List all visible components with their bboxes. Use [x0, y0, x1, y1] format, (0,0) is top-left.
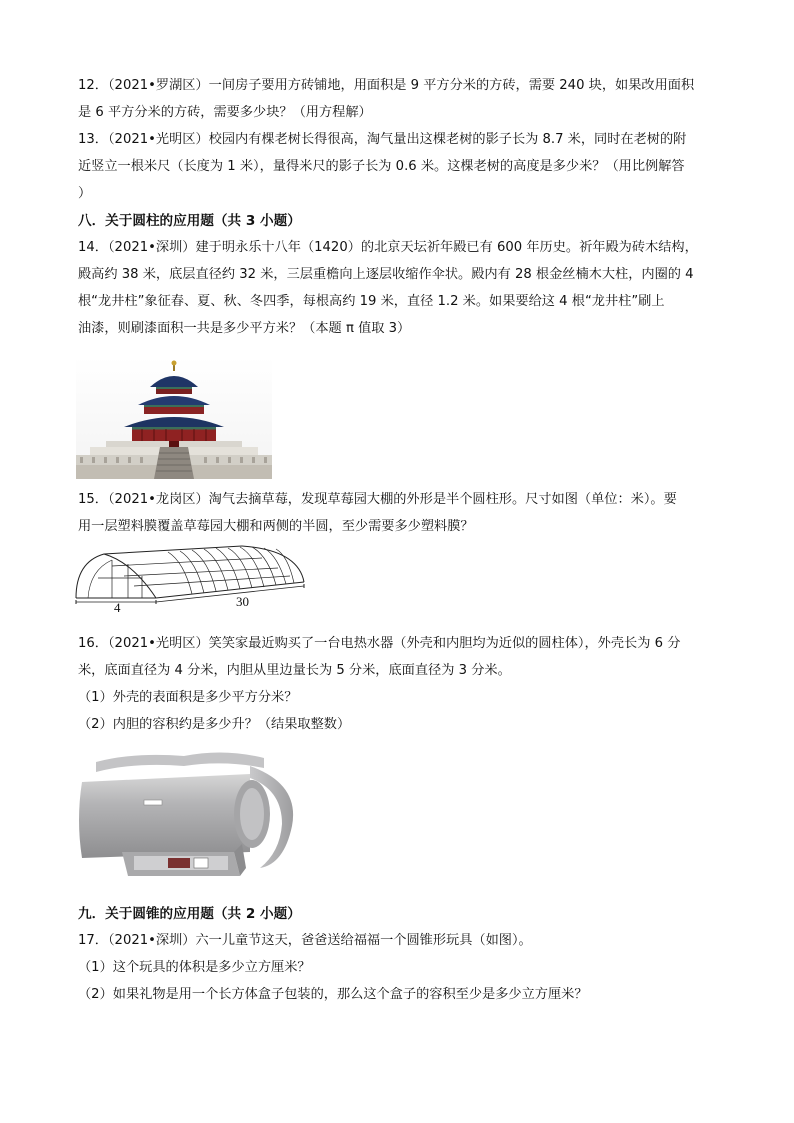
q12-line-1: 12．（2021•罗湖区）一间房子要用方砖铺地，用面积是 9 平方分米的方砖，需要 240 块，如果改用面积 — [78, 78, 695, 93]
q17-sub-question-2: （2）如果礼物是用一个长方体盒子包装的，那么这个盒子的容积至少是多少立方厘米？ — [78, 987, 588, 1002]
q14-line-1: 14．（2021•深圳）建于明永乐十八年（1420）的北京天坛祈年殿已有 600 年历史。祈年殿为砖木结构， — [78, 240, 698, 255]
section-8-heading: 八．关于圆柱的应用题（共 3 小题） — [78, 213, 301, 229]
section-9-heading: 九．关于圆锥的应用题（共 2 小题） — [78, 906, 301, 922]
q13-line-3: ） — [78, 186, 92, 201]
q15-line-1: 15．（2021•龙岗区）淘气去摘草莓，发现草莓园大棚的外形是半个圆柱形。尺寸如图（单位：米）。要 — [78, 492, 677, 507]
q17-line-1: 17．（2021•深圳）六一儿童节这天，爸爸送给福福一个圆锥形玩具（如图）。 — [78, 933, 532, 948]
q13-line-1: 13．（2021•光明区）校园内有棵老树长得很高，淘气量出这棵老树的影子长为 8.7 米，同时在老树的附 — [78, 132, 687, 147]
greenhouse-width-label: 4 — [114, 600, 121, 614]
q12-line-2: 是 6 平方分米的方砖，需要多少块？（用方程解） — [78, 105, 372, 120]
greenhouse-diagram — [72, 542, 312, 614]
q16-sub-question-1: （1）外壳的表面积是多少平方分米？ — [78, 690, 298, 705]
q16-line-2: 米，底面直径为 4 分米，内胆从里边量长为 5 分米，底面直径为 3 分米。 — [78, 663, 511, 678]
q13-line-2: 近竖立一根米尺（长度为 1 米），量得米尺的影子长为 0.6 米。这棵老树的高度是多少米？（用比例解答 — [78, 159, 685, 174]
greenhouse-length-label: 30 — [236, 594, 249, 609]
q16-line-1: 16．（2021•光明区）笑笑家最近购买了一台电热水器（外壳和内胆均为近似的圆柱体），外壳长为 6 分 — [78, 636, 681, 651]
temple-of-heaven-image — [76, 357, 272, 479]
q14-line-2: 殿高约 38 米，底层直径约 32 米，三层重檐向上逐层收缩作伞状。殿内有 28 根金丝楠木大柱，内圈的 4 — [78, 267, 694, 282]
q14-line-4: 油漆，则刷漆面积一共是多少平方米？（本题 π 值取 3） — [78, 321, 411, 336]
q16-sub-question-2: （2）内胆的容积约是多少升？（结果取整数） — [78, 717, 351, 732]
q15-line-2: 用一层塑料膜覆盖草莓园大棚和两侧的半圆，至少需要多少塑料膜？ — [78, 519, 474, 534]
q14-line-3: 根“龙井柱”象征春、夏、秋、冬四季，每根高约 19 米，直径 1.2 米。如果要给这 4 根“龙井柱”刷上 — [78, 294, 665, 309]
water-heater-image — [74, 744, 304, 892]
q17-sub-question-1: （1）这个玩具的体积是多少立方厘米？ — [78, 960, 311, 975]
